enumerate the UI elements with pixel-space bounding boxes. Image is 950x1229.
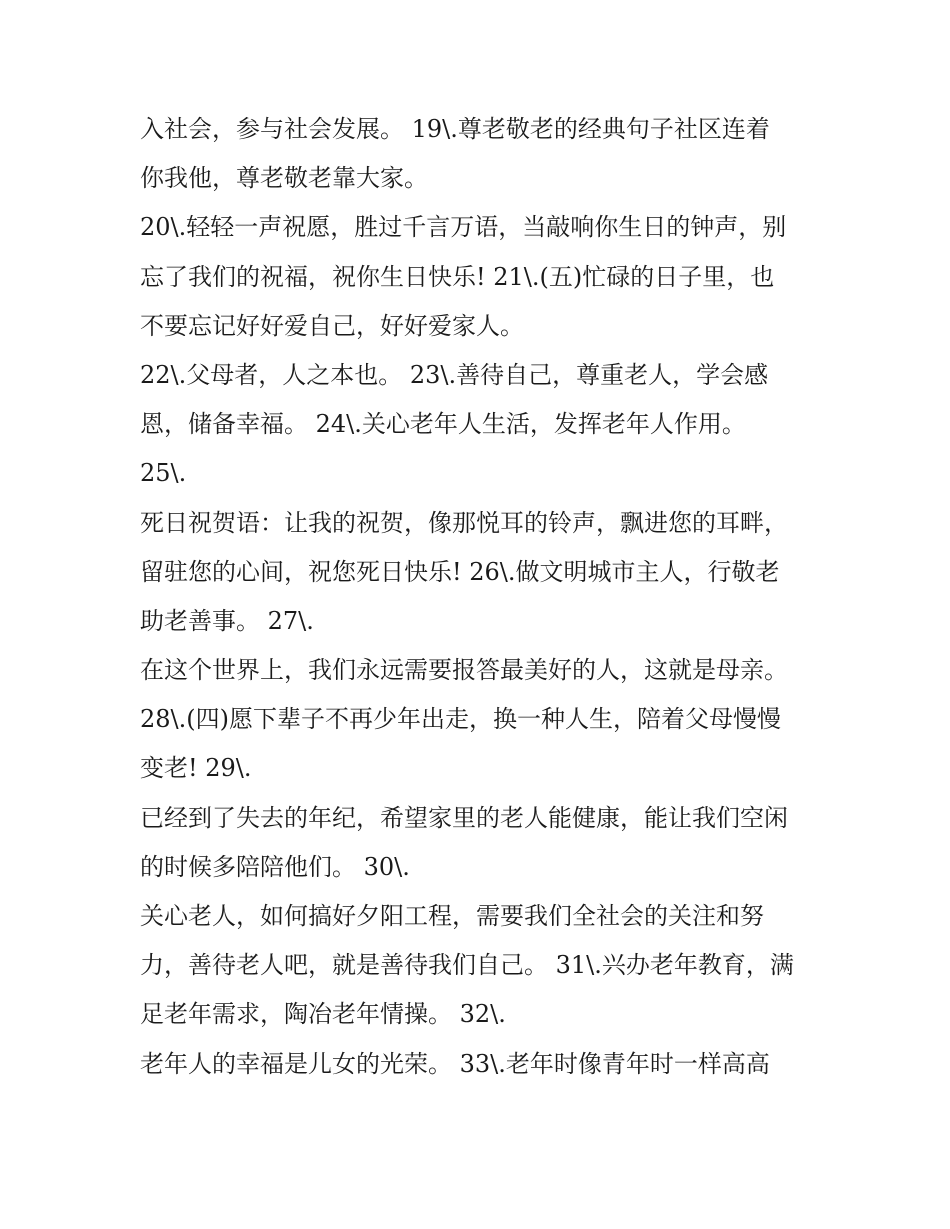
text-line: 留驻您的心间，祝您死日快乐! 26\.做文明城市主人，行敬老 [140, 557, 780, 586]
text-line: 你我他，尊老敬老靠大家。 [140, 164, 428, 193]
text-line: 在这个世界上，我们永远需要报答最美好的人，这就是母亲。 [140, 656, 788, 685]
text-line: 22\.父母者，人之本也。 23\.善待自己，尊重老人，学会感 [140, 360, 769, 389]
text-line: 力，善待老人吧，就是善待我们自己。 31\.兴办老年教育，满 [140, 951, 794, 980]
text-line: 死日祝贺语：让我的祝贺，像那悦耳的铃声，飘进您的耳畔， [140, 508, 788, 537]
text-line: 已经到了失去的年纪，希望家里的老人能健康，能让我们空闲 [140, 803, 788, 832]
text-line: 不要忘记好好爱自己，好好爱家人。 [140, 311, 524, 340]
text-line: 入社会，参与社会发展。 19\.尊老敬老的经典句子社区连着 [140, 115, 770, 143]
text-line: 的时候多陪陪他们。 30\. [140, 852, 410, 881]
text-line: 20\.轻轻一声祝愿，胜过千言万语，当敲响你生日的钟声，别 [140, 213, 787, 242]
text-line: 28\.(四)愿下辈子不再少年出走，换一种人生，陪着父母慢慢 [140, 705, 781, 734]
text-line: 关心老人，如何搞好夕阳工程，需要我们全社会的关注和努 [140, 902, 764, 930]
text-line: 25\. [140, 459, 187, 488]
text-line: 老年人的幸福是儿女的光荣。 33\.老年时像青年时一样高高 [140, 1049, 770, 1078]
text-line: 忘了我们的祝福，祝你生日快乐! 21\.(五)忙碌的日子里，也 [140, 262, 775, 291]
text-line: 助老善事。 27\. [140, 606, 314, 635]
text-line: 足老年需求，陶冶老年情操。 32\. [140, 1000, 506, 1029]
text-line: 恩，储备幸福。 24\.关心老年人生活，发挥老年人作用。 [140, 410, 746, 439]
text-line: 变老! 29\. [140, 754, 252, 783]
document-text-body [140, 105, 830, 1089]
